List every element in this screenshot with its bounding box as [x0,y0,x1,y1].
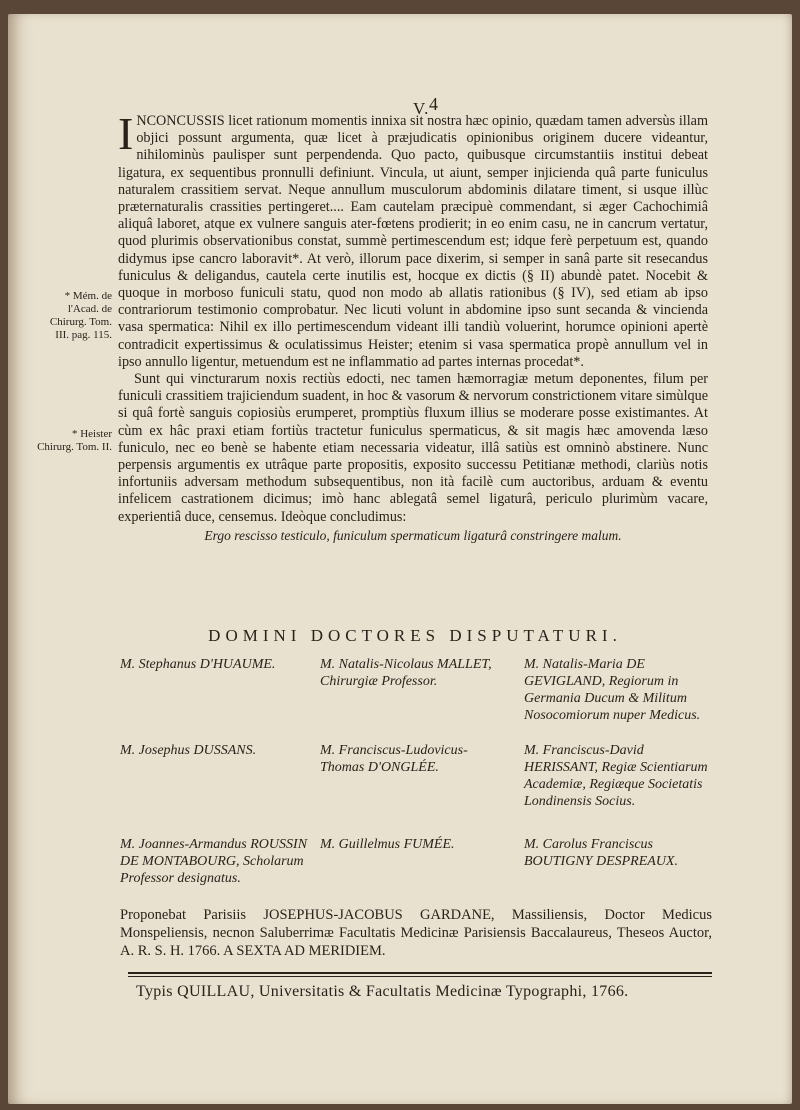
main-text [118,108,709,544]
divider-rule-thin [128,976,712,977]
printer-imprint: Typis QUILLAU, Universitatis & Facultatis Medicinæ Typographi, 1766. [136,983,629,1000]
doctor-entry: M. Carolus Franciscus BOUTIGNY DESPREAUX. [524,837,678,869]
doctor-entry: M. Natalis-Maria DE GEVIGLAND, Regiorum in Germania Ducum & Militum Nosocomiorum nuper Medicus. [524,657,701,723]
doctor-entry: M. Joannes-Armandus ROUSSIN DE MONTABOURG, Scholarum Professor designatus. [120,837,308,886]
section-number: V. [413,99,430,118]
proponebat-text: Proponebat Parisiis JOSEPHUS-JACOBUS GARDANE, Massiliensis, Doctor Medicus Monspeliensis, necnon Saluberrimæ Facultatis Medicinæ Parisiensis Baccalaureus, Theseos Auctor, A. R. S. H. 1766. A SEXTA AD MERIDIEM. [120,907,712,959]
divider-rule [128,972,712,974]
paragraph-1: NCONCUSSIS licet rationum momentis innixa sit nostra hæc opinio, quædam tamen adversùs illam objici possunt argumenta, quæ licet à præjudicatis opinionibus originem ducere videantur, nihilominùs paulisper sunt perpendenda. Quo pacto, quibusque circumstantiis institui debeat ligatura, ex sequentibus pronnulli definiunt. [118,113,708,181]
paragraph-2: Sunt qui vincturarum noxis rectiùs edocti, nec tamen hæmorragiæ metum deponentes, filum per funiculi crassitiem trajiciendum suadent, in hoc & vasorum & nervorum constrictionem vitare simùlque si quâ fortè sanguis copiosiùs erumperet, promptiùs fluxum illius se moderare posse existimantes. At cùm ex hâc praxi etiam fortiùs tractetur funiculus spermaticus, & sit magis hæc amovenda læso funiculo, nec eo benè se habente etiam necessaria videatur, illâ satiùs est omninò abstinere. Nunc perpensis argumentis ex utrâque parte propositis, exposito successu Petitianæ methodi, clariùs notis infortuniis adversam methodum subsequentibus, non ità facilè cum auctoribus, arduam & eventu infelicem castrationem dicimus; imò hanc ablegatâ semel ligaturâ, periculo plurimùm vacare, experientiâ duce, censemus. Ideòque concludimus: [118,371,708,525]
doctor-entry: M. Stephanus D'HUAUME. [120,657,276,672]
drop-cap: I [118,108,134,159]
doctor-entry: M. Natalis-Nicolaus MALLET, Chirurgiæ Professor. [320,657,492,689]
paragraph-1-continued: Vincula, ut aiunt, semper injicienda quâ parte funiculus naturalem crassitiem servat. Neque annullum musculorum abdominis dilatare timent, si usque illùc præternaturalis crassities pertingeret.... Eam cautelam præcipuè commendant, si æger Cachochimiâ aliquâ laboret, atque ex vulnere sanguis ater-fœtens prodierit; in eo enim casu, ne in cancrum vertatur, quod plurimis observationibus constat, summè pertimescendum est; idque ferè perpetuum est, quando didymus ipse cancro laboravit*. At verò, illorum pace dixerim, si semper in sanâ parte sit resecandus funiculus & deligandus, cautela certe inutilis est, hocque ex dictis (§ II) abundè patet. Nocebit & quoque in morboso funiculi statu, quod non modo ab allatis rationibus (§ IV), sed etiam ab ipso contrariorum testimonio comprobatur. Nec licuti volunt in abdomine ipso sunt secanda & vincienda vasa spermatica: Nihil ex illo pertimescendum videant illi tandiù voluerint, horumce opinioni apertè contradicit expertissimus & oculatissimus Heister; etenim si vasa spermatica propè annullum vel in ipso annullo ligentur, metuendum est ne inflammatio ad partes internas procedat*. [118,164,709,370]
doctor-entry: M. Franciscus-Ludovicus-Thomas D'ONGLÉE. [320,743,468,775]
doctors-heading: DOMINI DOCTORES DISPUTATURI. [208,626,622,645]
margin-note-2: * Heister Chirurg. Tom. II. [37,428,112,453]
doctor-entry: M. Franciscus-David HERISSANT, Regiæ Scientiarum Academiæ, Regiæque Societatis Londinensis Socius. [524,743,708,809]
doctor-entry: M. Josephus DUSSANS. [120,743,257,758]
conclusion: Ergo rescisso testiculo, funiculum spermaticum ligaturâ constringere malum. [204,527,622,543]
margin-note-1: * Mém. de l'Acad. de Chirurg. Tom. III. pag. 115. [49,290,112,341]
doctor-entry: M. Guillelmus FUMÉE. [320,837,455,852]
page-number: 4 [429,94,438,114]
proponebat-block [120,906,712,960]
